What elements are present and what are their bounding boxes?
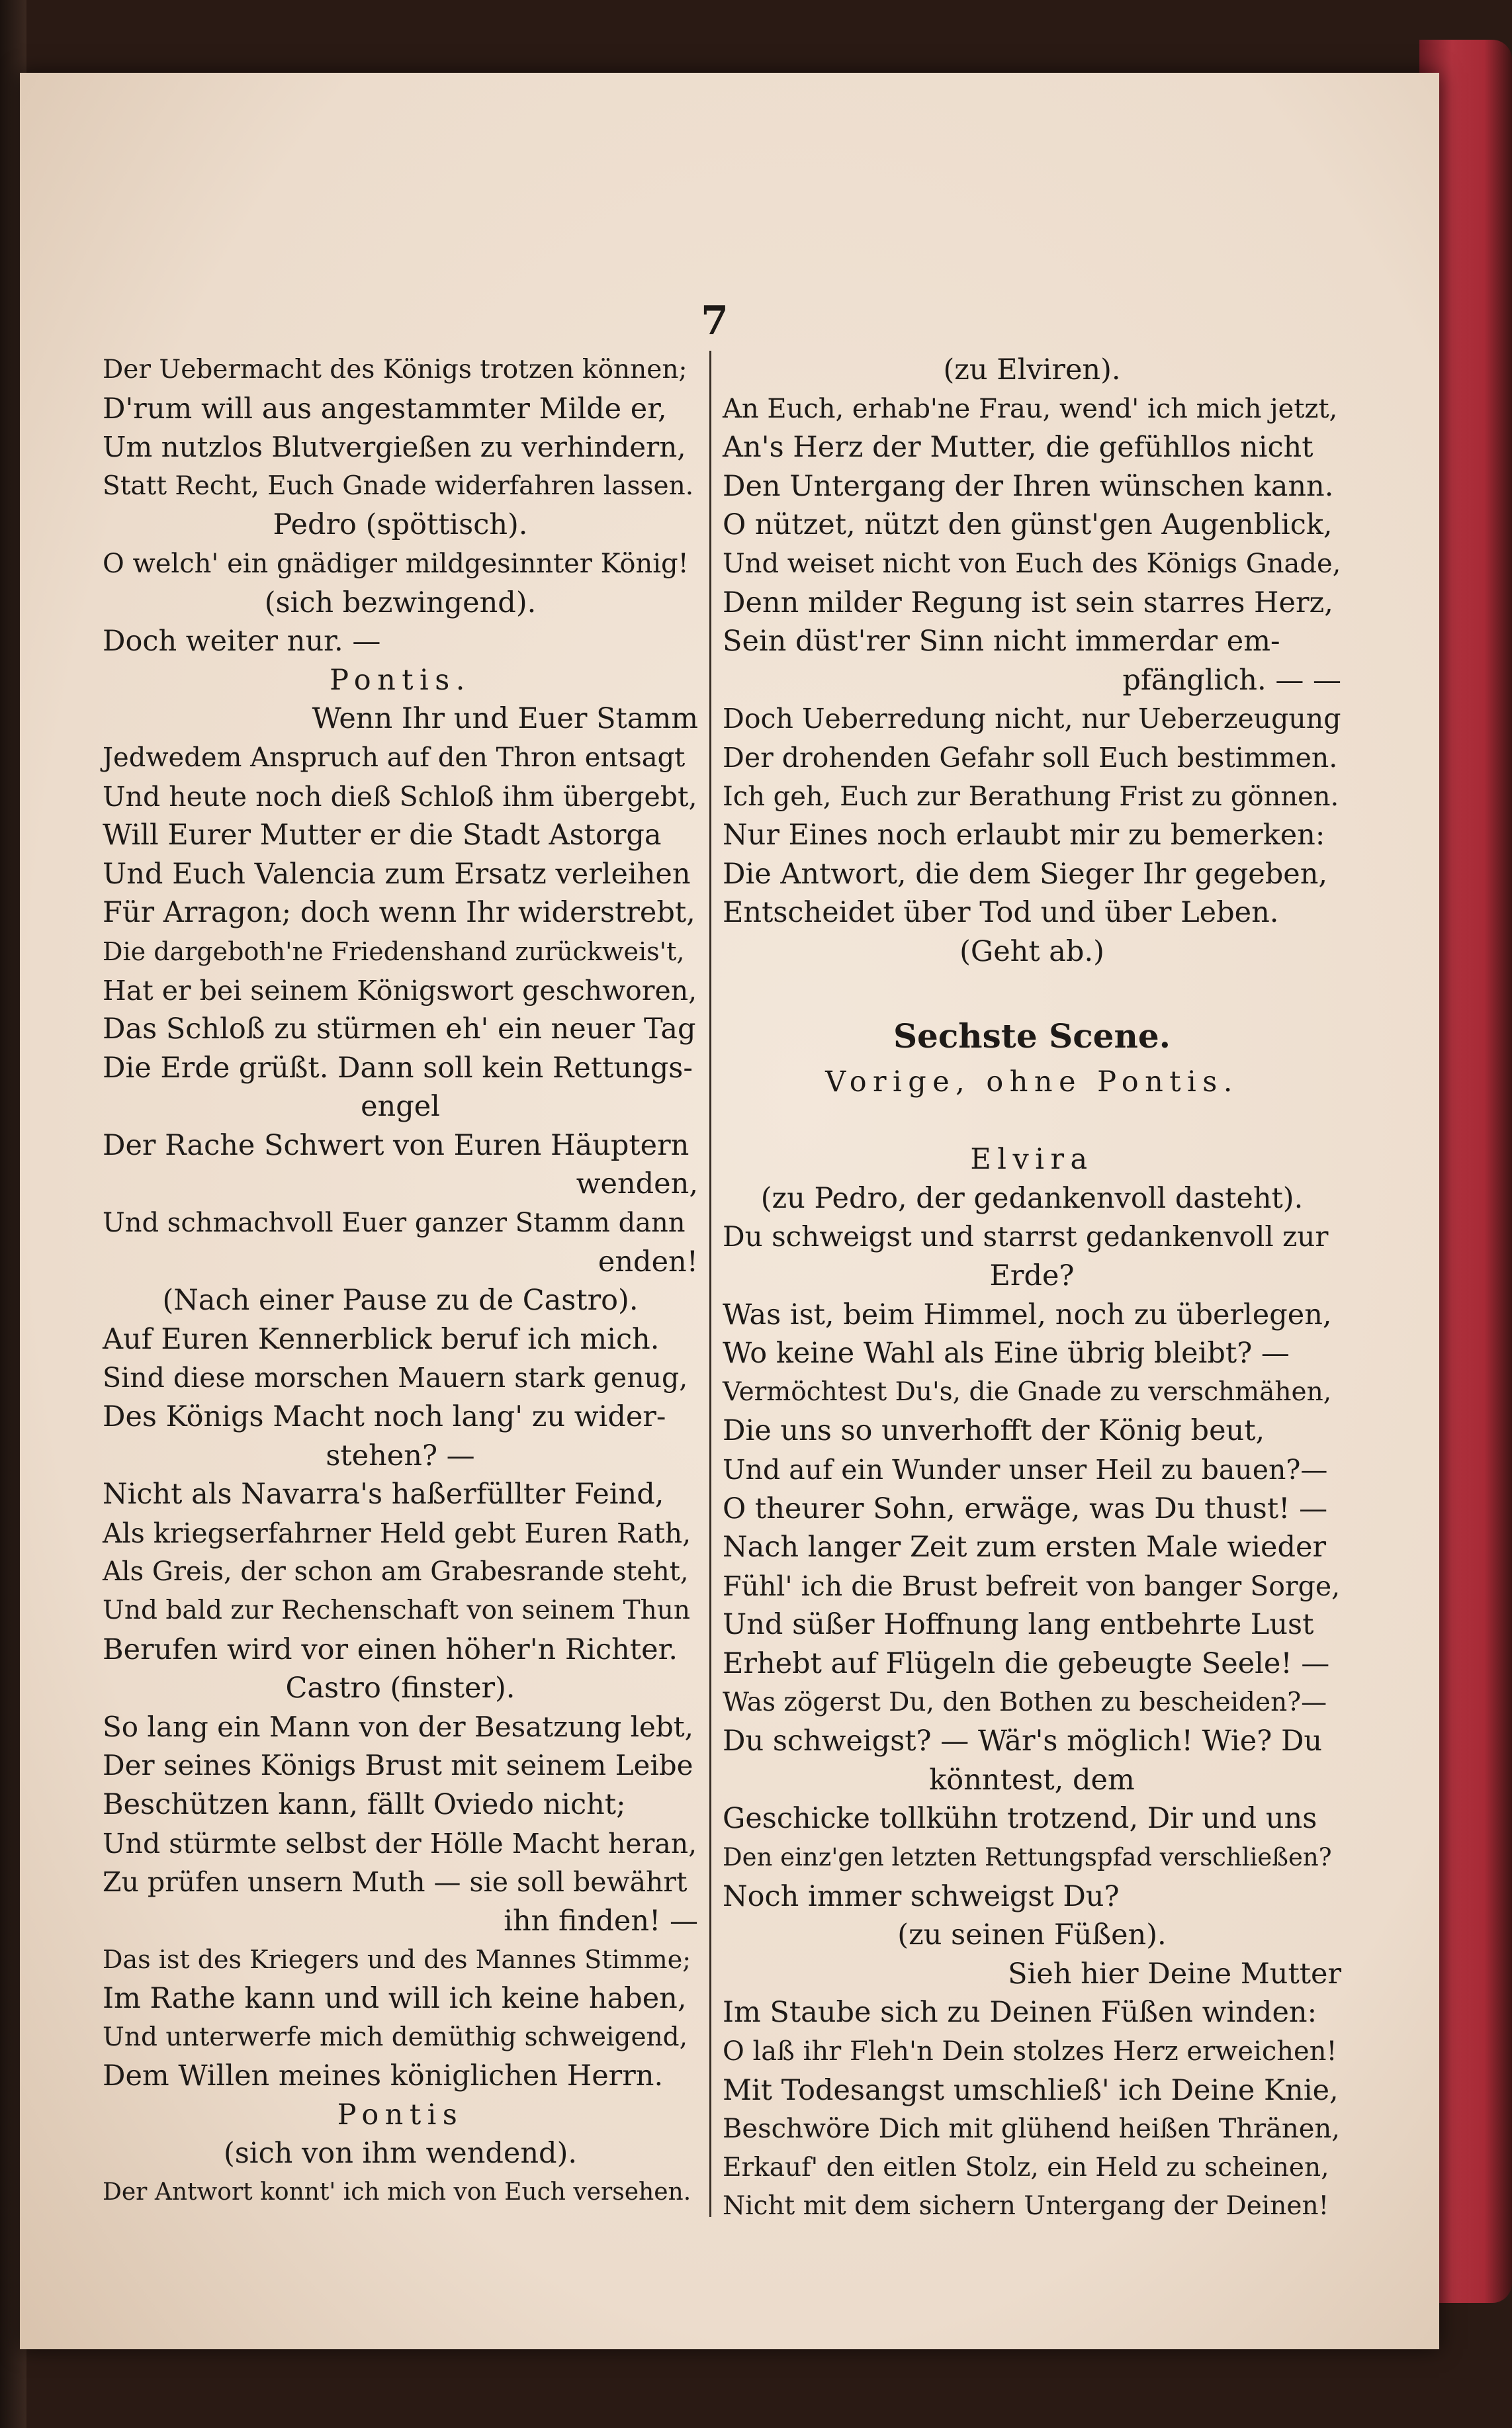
text-line: Sechste Scene. <box>893 1016 1171 1056</box>
text-line: D'rum will aus angestammter Milde er, <box>103 392 667 426</box>
text-line: Du schweigst? — Wär's möglich! Wie? Du <box>723 1725 1323 1758</box>
text-line: O laß ihr Fleh'n Dein stolzes Herz erweichen! <box>723 2036 1337 2067</box>
text-line: Entscheidet über Tod und über Leben. <box>723 896 1279 930</box>
text-line: Und Euch Valencia zum Ersatz verleihen <box>103 857 691 891</box>
text-line: Nicht als Navarra's haßerfüllter Feind, <box>103 1478 664 1511</box>
text-line: (Nach einer Pause zu de Castro). <box>162 1284 639 1318</box>
text-line: Was zögerst Du, den Bothen zu bescheiden?— <box>723 1687 1327 1717</box>
text-line: Der Rache Schwert von Euren Häuptern <box>103 1128 689 1162</box>
text-line: Wenn Ihr und Euer Stamm <box>312 702 698 736</box>
text-line: Und heute noch dieß Schloß ihm übergebt, <box>103 780 697 813</box>
text-line: Die Erde grüßt. Dann soll kein Rettungs- <box>103 1051 693 1085</box>
text-line: Vermöchtest Du's, die Gnade zu verschmähen, <box>723 1376 1332 1407</box>
text-line: Beschwöre Dich mit glühend heißen Thränen, <box>723 2114 1340 2145</box>
column-divider <box>709 351 711 2217</box>
text-line: wenden, <box>576 1167 698 1201</box>
book-page <box>20 73 1439 2349</box>
text-line: Der seines Königs Brust mit seinem Leibe <box>103 1749 693 1782</box>
text-line <box>723 1102 1341 1141</box>
text-line: (sich von ihm wendend). <box>223 2137 578 2171</box>
text-line: An Euch, erhab'ne Frau, wend' ich mich jetzt, <box>723 393 1338 424</box>
text-line: Im Rathe kann und will ich keine haben, <box>103 1981 687 2015</box>
text-line: Des Königs Macht noch lang' zu wider- <box>103 1400 666 1434</box>
text-line: Beschützen kann, fällt Oviedo nicht; <box>103 1787 626 1821</box>
text-line: Hat er bei seinem Königswort geschworen, <box>103 974 697 1007</box>
text-line: Erkauf' den eitlen Stolz, ein Held zu scheinen, <box>723 2152 1329 2182</box>
text-line: Um nutzlos Blutvergießen zu verhindern, <box>103 431 686 464</box>
text-line: O theurer Sohn, erwäge, was Du thust! — <box>723 1492 1328 1525</box>
text-line: Zu prüfen unsern Muth — sie soll bewährt <box>103 1866 688 1899</box>
text-line: (sich bezwingend). <box>264 586 537 619</box>
text-line: Und unterwerfe mich demüthig schweigend, <box>103 2022 688 2052</box>
text-line: (zu Elviren). <box>943 353 1121 386</box>
text-line: pfänglich. — — <box>1122 663 1341 697</box>
text-line: Berufen wird vor einen höher'n Richter. <box>103 1633 678 1666</box>
text-line: Das ist des Kriegers und des Mannes Stimme; <box>103 1945 691 1975</box>
text-line: ihn finden! — <box>504 1904 698 1938</box>
text-line: Als kriegserfahrner Held gebt Euren Rath, <box>103 1517 691 1549</box>
text-line: Was ist, beim Himmel, noch zu überlegen, <box>723 1298 1332 1331</box>
text-line: Nicht mit dem sichern Untergang der Deinen! <box>723 2191 1329 2222</box>
text-line: Sieh hier Deine Mutter <box>1008 1957 1341 1991</box>
text-line: (zu seinen Füßen). <box>897 1918 1167 1952</box>
text-line: Den einz'gen letzten Rettungspfad verschließen? <box>723 1842 1332 1871</box>
text-line: Der Uebermacht des Königs trotzen können; <box>103 355 688 384</box>
text-line: Und stürmte selbst der Hölle Macht heran, <box>103 1827 697 1860</box>
text-line: Im Staube sich zu Deinen Füßen winden: <box>723 1996 1317 2030</box>
text-line: Und schmachvoll Euer ganzer Stamm dann <box>103 1208 686 1239</box>
text-line: könntest, dem <box>929 1763 1135 1797</box>
text-line: Die Antwort, die dem Sieger Ihr gegeben, <box>723 857 1328 891</box>
text-line: An's Herz der Mutter, die gefühllos nicht <box>723 431 1313 465</box>
text-line: Castro (finster). <box>285 1672 515 1705</box>
text-line: Und auf ein Wunder unser Heil zu bauen?— <box>723 1454 1328 1486</box>
text-line: Die dargeboth'ne Friedenshand zurückweis't, <box>103 936 685 966</box>
text-line: Will Eurer Mutter er die Stadt Astorga <box>103 819 662 852</box>
text-line: Geschicke tollkühn trotzend, Dir und uns <box>723 1802 1317 1836</box>
text-line: Erde? <box>989 1259 1075 1293</box>
text-line: Und weiset nicht von Euch des Königs Gnade, <box>723 548 1341 579</box>
text-line: Pontis. <box>330 663 471 697</box>
text-line: (zu Pedro, der gedankenvoll dasteht). <box>760 1181 1304 1215</box>
text-line: Der drohenden Gefahr soll Euch bestimmen. <box>723 741 1338 774</box>
text-line: Statt Recht, Euch Gnade widerfahren lassen. <box>103 471 694 501</box>
text-line: engel <box>361 1090 440 1124</box>
text-line: Und süßer Hoffnung lang entbehrte Lust <box>723 1608 1314 1642</box>
text-line: (Geht ab.) <box>959 934 1104 968</box>
text-line: Nach langer Zeit zum ersten Male wieder <box>723 1531 1327 1564</box>
text-line: Mit Todesangst umschließ' ich Deine Knie, <box>723 2073 1339 2107</box>
left-column <box>103 351 698 2212</box>
text-line: Pontis <box>337 2098 464 2132</box>
text-line: Wo keine Wahl als Eine übrig bleibt? — <box>723 1337 1290 1371</box>
text-line: Vorige, ohne Pontis. <box>825 1065 1239 1099</box>
text-line: O welch' ein gnädiger mildgesinnter König! <box>103 548 689 579</box>
text-line: Fühl' ich die Brust befreit von banger Sorge, <box>723 1570 1341 1602</box>
text-line: Als Greis, der schon am Grabesrande steht, <box>103 1556 689 1588</box>
text-line: Noch immer schweigst Du? <box>723 1879 1120 1913</box>
text-line: Sind diese morschen Mauern stark genug, <box>103 1362 688 1394</box>
right-column <box>723 351 1341 2226</box>
text-line: Erhebt auf Flügeln die gebeugte Seele! — <box>723 1647 1330 1680</box>
text-line: So lang ein Mann von der Besatzung lebt, <box>103 1710 693 1743</box>
text-line: Doch Ueberredung nicht, nur Ueberzeugung <box>723 703 1341 735</box>
text-line: Du schweigst und starrst gedankenvoll zur <box>723 1220 1329 1253</box>
text-line <box>723 971 1341 1011</box>
text-line: Pedro (spöttisch). <box>273 508 528 542</box>
text-line: Der Antwort konnt' ich mich von Euch versehen. <box>103 2178 691 2206</box>
page-number: 7 <box>701 298 729 344</box>
text-line: Und bald zur Rechenschaft von seinem Thun <box>103 1596 690 1625</box>
text-line: Das Schloß zu stürmen eh' ein neuer Tag <box>103 1012 696 1046</box>
text-line: Denn milder Regung ist sein starres Herz, <box>723 586 1333 619</box>
text-line: Ich geh, Euch zur Berathung Frist zu gönnen. <box>723 781 1339 812</box>
text-line: Jedwedem Anspruch auf den Thron entsagt <box>103 742 686 773</box>
text-line: Die uns so unverhofft der König beut, <box>723 1414 1265 1448</box>
text-line: Dem Willen meines königlichen Herrn. <box>103 2059 664 2093</box>
text-line: Auf Euren Kennerblick beruf ich mich. <box>103 1322 660 1356</box>
text-line: Doch weiter nur. — <box>103 625 381 658</box>
text-line: Sein düst'rer Sinn nicht immerdar em- <box>723 625 1280 658</box>
text-line: Für Arragon; doch wenn Ihr widerstrebt, <box>103 896 695 930</box>
text-line: Nur Eines noch erlaubt mir zu bemerken: <box>723 819 1325 852</box>
text-line: stehen? — <box>326 1439 475 1472</box>
text-line: enden! <box>598 1245 698 1279</box>
text-line: Elvira <box>970 1143 1094 1177</box>
text-line: Den Untergang der Ihren wünschen kann. <box>723 469 1334 503</box>
text-line: O nützet, nützt den günst'gen Augenblick, <box>723 508 1333 542</box>
